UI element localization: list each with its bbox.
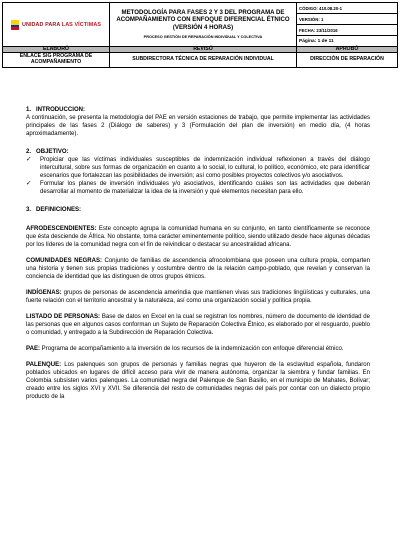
checkmark-bullet-icon: ✓ (26, 156, 32, 164)
logo-cell (3, 3, 110, 47)
aprobo-value: DIRECCIÓN DE REPARACIÓN (297, 53, 398, 68)
definition-listado-de-personas: LISTADO DE PERSONAS: Base de datos en Excel en la cual se registran los nombres, número de documento de identidad de las personas que en algunos casos conforman un Sujeto de Reparación Colectiva Étnico, es elaborado por el resguardo, pueblo o comunidad, y entregado a la Subdirección de Reparación Colectiva. (26, 313, 370, 336)
definition-palenque: PALENQUE: Los palenques son grupos de personas y familias negras que huyeron de la esclavitud española, fundaron poblados ubicados en lugares de difícil acceso para vivir de manera autónoma, organizar la siembra y fundar familias. En Colombia subsisten varios palenques. La comunidad negra del Palenque de San Basilio, en el municipio de Mahates, Bolívar; creado entre los siglos XVI y XVII. Se diferencia del resto de comunidades negras del país por contar con un dialecto propio producto de la (26, 362, 370, 401)
section-heading-introduccion: 1. INTRODUCCION: (26, 107, 86, 113)
elaboro-value: ENLACE SIG PROGRAMA DE ACOMPAÑAMIENTO (3, 53, 110, 68)
signature-values-row (3, 53, 398, 68)
colombia-flag-icon (11, 20, 19, 30)
definition-comunidades-negras: COMUNIDADES NEGRAS: Conjunto de familias de ascendencia afrocolombiana que poseen una cultura propia, comparten una historia y tienen sus propias tradiciones y costumbre dentro de la relación campo-poblado, que revelan y conservan la conciencia de identidad que las distinguen de otros grupos étnicos. (26, 257, 370, 280)
section-heading-objetivo: 2. OBJETIVO: (26, 149, 69, 156)
objetivo-list (26, 156, 370, 196)
definition-afrodescendientes: AFRODESCENDIENTES: Este concepto agrupa la comunidad humana en su conjunto, en tanto científicamente se reconoce que ésta desciende de África. No obstante, toma carácter eminentemente político, siendo utilizado desde hace algunas décadas por los líderes de la comunidad negra con el fin de reivindicar o destacar su ancestralidad africana. (26, 225, 370, 248)
page-number-cell: Página: 1 de 11 (297, 36, 398, 47)
definition-indigenas: INDÍGENAS: grupos de personas de ascendencia amerindia que mantienen vivas sus tradiciones lingüísticas y culturales, una fuerte relación con el territorio ancestral y la naturaleza, así como una organización social y política propia. (26, 289, 370, 304)
aprobo-header: APROBÓ (297, 47, 398, 53)
elaboro-header: ELABORÓ (3, 47, 110, 53)
definition-pae: PAE: Programa de acompañamiento a la inversión de los recursos de la indemnización con enfoque diferencial étnico. (26, 346, 344, 353)
code-cell: CÓDIGO: 410.08.20-1 (297, 3, 398, 14)
unidad-victimas-logo (5, 4, 107, 46)
document-header (2, 2, 398, 68)
introduccion-text: A continuación, se presenta la metodología del PAE en versión estaciones de trabajo, que permite implementar las actividades principales de las fases 2 (Diálogo de saberes) y 3 (Formulación del plan de inversión) en medio día, (4 horas aproximadamente). (26, 115, 370, 138)
reviso-header: REVISÓ (110, 47, 297, 53)
section-heading-definiciones: 3. DEFINICIONES: (26, 207, 82, 214)
objetivo-item: ✓ Formular los planes de inversión individuales y/o asociativos, identificando cuáles son las actividades que deberán desarrollar al momento de materializar la idea de la inversión y qué elementos necesitan para ello. (26, 180, 370, 196)
document-title: METODOLOGÍA PARA FASES 2 Y 3 DEL PROGRAMA DE ACOMPAÑAMIENTO CON ENFOQUE DIFERENCIAL ÉTNICO (VERSIÓN 4 HORAS) (116, 8, 290, 31)
signature-header-row (3, 47, 398, 53)
logo-text: UNIDAD PARA LAS VÍCTIMAS (21, 21, 102, 28)
objetivo-item: ✓ Propiciar que las víctimas individuales susceptibles de indemnización individual reflexionen a través del diálogo intercultural, sobre sus formas de organización en cuanto a lo social, lo cultural, lo político, económico, etc para identificar escenarios que fortalezcan las posibilidades de inversión; así como posibles proyectos colectivos y/o asociativos. (26, 156, 370, 180)
checkmark-bullet-icon: ✓ (26, 180, 32, 188)
version-cell: VERSIÓN: 1 (297, 14, 398, 25)
date-cell: FECHA: 23/11/2016 (297, 25, 398, 36)
document-body (26, 106, 370, 401)
reviso-value: SUBDIRECTORA TÉCNICA DE REPARACIÓN INDIVIDUAL (110, 53, 297, 68)
process-name: PROCESO GESTIÓN DE REPARACIÓN INDIVIDUAL Y COLECTIVA (143, 35, 263, 40)
title-cell (110, 3, 297, 47)
